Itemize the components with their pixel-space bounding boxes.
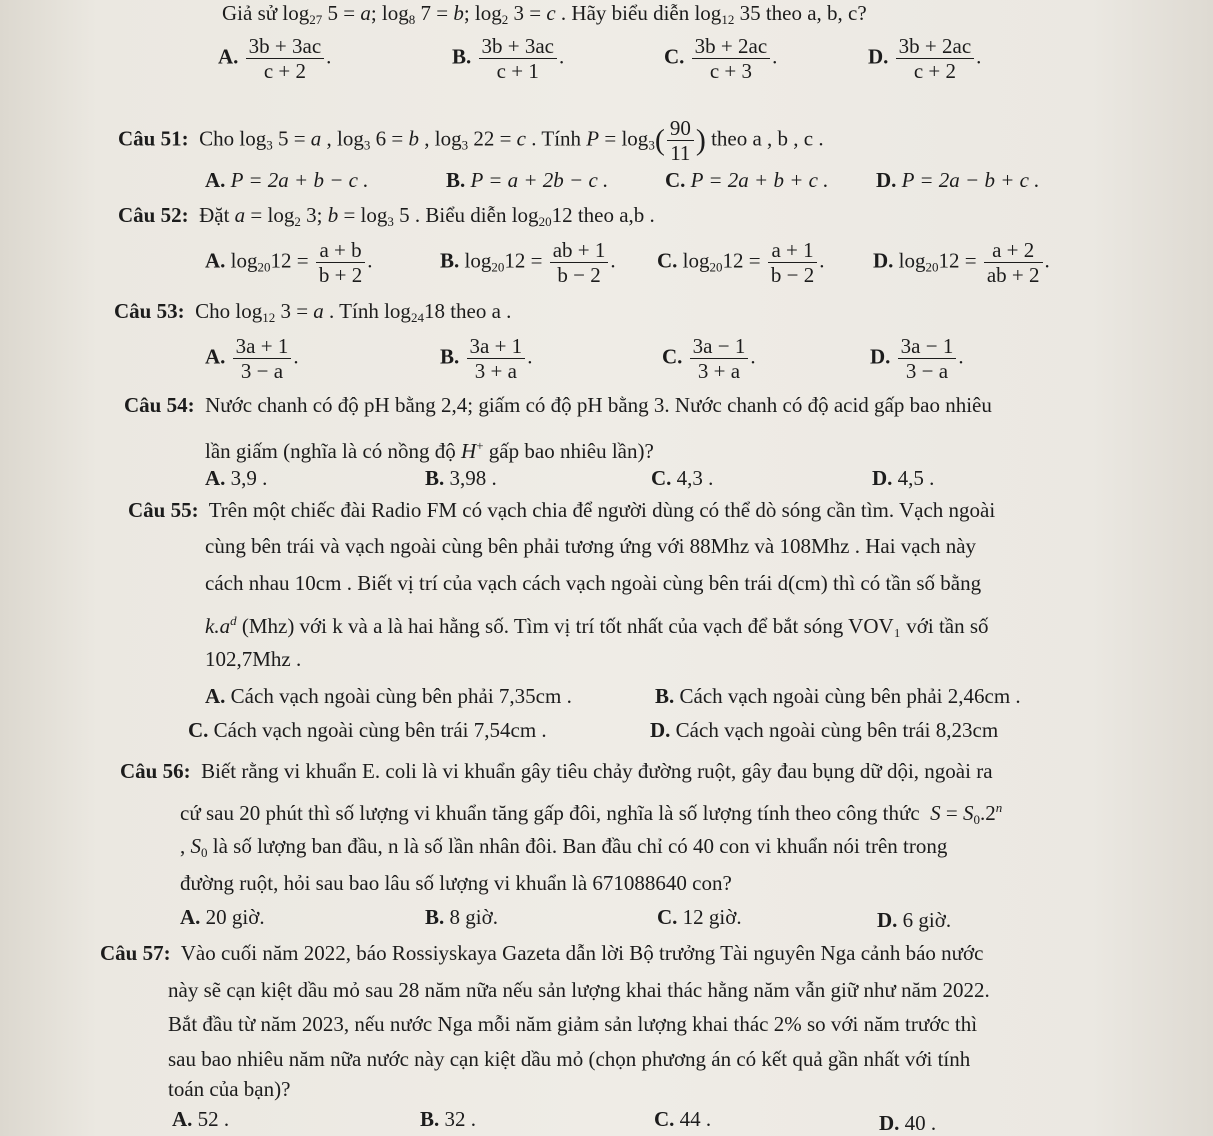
q57-line-3: Bắt đầu từ năm 2023, nếu nước Nga mỗi năm giảm sản lượng khai thác 2% so với năm trước thì — [168, 1012, 978, 1036]
q51-option-c: C. P = 2a + b + c . — [665, 168, 829, 192]
q54-line-2: lần giấm (nghĩa là có nồng độ H+ gấp bao nhiêu lần)? — [205, 438, 654, 463]
q56-option-c: C. 12 giờ. — [657, 905, 742, 929]
q52-option-a: A. $\log_{20}12$ = $\frac{a + b}{b + 2}$ . — [205, 238, 373, 287]
q56-line-2: cứ sau 20 phút thì số lượng vi khuẩn tăng gấp đôi, nghĩa là số lượng tính theo công thức $S = S_0.2^n$ — [180, 800, 1003, 827]
q55-option-c: C. Cách vạch ngoài cùng bên trái 7,54cm . — [188, 718, 547, 742]
q56-line-1: Câu 56: Biết rằng vi khuẩn E. coli là vi khuẩn gây tiêu chảy đường ruột, gây đau bụng dữ dội, ngoài ra — [120, 759, 993, 783]
q54-option-b: B. 3,98 . — [425, 466, 497, 490]
q54-line-1: Câu 54: Nước chanh có độ pH bằng 2,4; giấm có độ pH bằng 3. Nước chanh có độ acid gấp bao nhiêu — [124, 393, 992, 417]
q56-line-3: , $S_0$ là số lượng ban đầu, n là số lần nhân đôi. Ban đầu chỉ có 40 con vi khuẩn nói trên trong — [180, 834, 948, 860]
q56-line-4: đường ruột, hỏi sau bao lâu số lượng vi khuẩn là 671088640 con? — [180, 871, 732, 895]
q57-line-5: toán của bạn)? — [168, 1077, 291, 1101]
q53-option-b: B. $\frac{3a + 1}{3 + a}$ . — [440, 334, 533, 383]
q53-option-a: A. $\frac{3a + 1}{3 - a}$ . — [205, 334, 299, 383]
q56-option-b: B. 8 giờ. — [425, 905, 498, 929]
q54-option-d: D. 4,5 . — [872, 466, 935, 490]
q55-line-4: $k.a^d$ (Mhz) với k và a là hai hằng số. Tìm vị trí tốt nhất của vạch để bắt sóng VOV₁ với tần số — [205, 613, 989, 638]
q57-option-b: B. 32 . — [420, 1107, 477, 1131]
q52-option-c: C. $\log_{20}12$ = $\frac{a + 1}{b - 2}$ . — [657, 238, 825, 287]
q54-option-a: A. 3,9 . — [205, 466, 268, 490]
q53-stem: Câu 53: Cho $\log_{12} 3 = a$ . Tính $\log_{24}18$ theo a . — [114, 299, 512, 325]
q55-line-1: Câu 55: Trên một chiếc đài Radio FM có vạch chia để người dùng có thể dò sóng cần tìm. Vạch ngoài — [128, 498, 996, 522]
q51-option-a: A. P = 2a + b − c . — [205, 168, 369, 192]
q57-option-c: C. 44 . — [654, 1107, 712, 1131]
q52-option-d: D. $\log_{20}12$ = $\frac{a + 2}{ab + 2}$ . — [873, 238, 1050, 287]
q52-option-b: B. $\log_{20}12$ = $\frac{ab + 1}{b - 2}$ . — [440, 238, 616, 287]
q50-option-d: D. $\frac{3b + 2ac}{c + 2}$ . — [868, 34, 982, 83]
q57-option-d: D. 40 . — [879, 1111, 937, 1135]
q57-line-2: này sẽ cạn kiệt dầu mỏ sau 28 năm nữa nếu sản lượng khai thác hằng năm vẫn giữ như năm 2022. — [168, 978, 990, 1002]
q57-line-1: Câu 57: Vào cuối năm 2022, báo Rossiyskaya Gazeta dẫn lời Bộ trưởng Tài nguyên Nga cảnh báo nước — [100, 941, 984, 965]
q50-option-c: C. $\frac{3b + 2ac}{c + 3}$ . — [664, 34, 778, 83]
q55-line-2: cùng bên trái và vạch ngoài cùng bên phải tương ứng với 88Mhz và 108Mhz . Hai vạch này — [205, 534, 977, 558]
q51-option-b: B. P = a + 2b − c . — [446, 168, 609, 192]
q51-option-d: D. P = 2a − b + c . — [876, 168, 1040, 192]
q56-option-d: D. 6 giờ. — [877, 908, 952, 932]
q55-option-d: D. Cách vạch ngoài cùng bên trái 8,23cm — [650, 718, 999, 742]
q54-option-c: C. 4,3 . — [651, 466, 714, 490]
q50-stem: Giả sử $\log_{27} 5 = a$; $\log_8 7 = b$; $\log_2 3 = c$ . Hãy biểu diễn $\log_{12} 35$ theo a, b, c? — [222, 1, 867, 27]
q50-option-a: A. $\frac{3b + 3ac}{c + 2}$ . — [218, 34, 332, 83]
q57-option-a: A. 52 . — [172, 1107, 230, 1131]
q55-option-a: A. Cách vạch ngoài cùng bên phải 7,35cm . — [205, 684, 572, 708]
q55-line-3: cách nhau 10cm . Biết vị trí của vạch cách vạch ngoài cùng bên trái d(cm) thì có tần số bằng — [205, 571, 982, 595]
q55-option-b: B. Cách vạch ngoài cùng bên phải 2,46cm . — [655, 684, 1021, 708]
q53-option-d: D. $\frac{3a - 1}{3 - a}$ . — [870, 334, 964, 383]
q53-option-c: C. $\frac{3a - 1}{3 + a}$ . — [662, 334, 756, 383]
q55-line-5: 102,7Mhz . — [205, 647, 302, 671]
q52-stem: Câu 52: Đặt $a = \log_2 3$; $b = \log_3 5$ . Biểu diễn $\log_{20}12$ theo a,b . — [118, 203, 655, 229]
q56-option-a: A. 20 giờ. — [180, 905, 265, 929]
q50-option-b: B. $\frac{3b + 3ac}{c + 1}$ . — [452, 34, 565, 83]
q51-stem: Câu 51: Cho $\log_3 5 = a$ , $\log_3 6 = b$ , $\log_3 22 = c$ . Tính $P = \log_3$( $\frac{90}{11}$ ) theo a , b , c . — [118, 116, 824, 165]
q57-line-4: sau bao nhiêu năm nữa nước này cạn kiệt dầu mỏ (chọn phương án có kết quả gần nhất với tính — [168, 1047, 971, 1071]
